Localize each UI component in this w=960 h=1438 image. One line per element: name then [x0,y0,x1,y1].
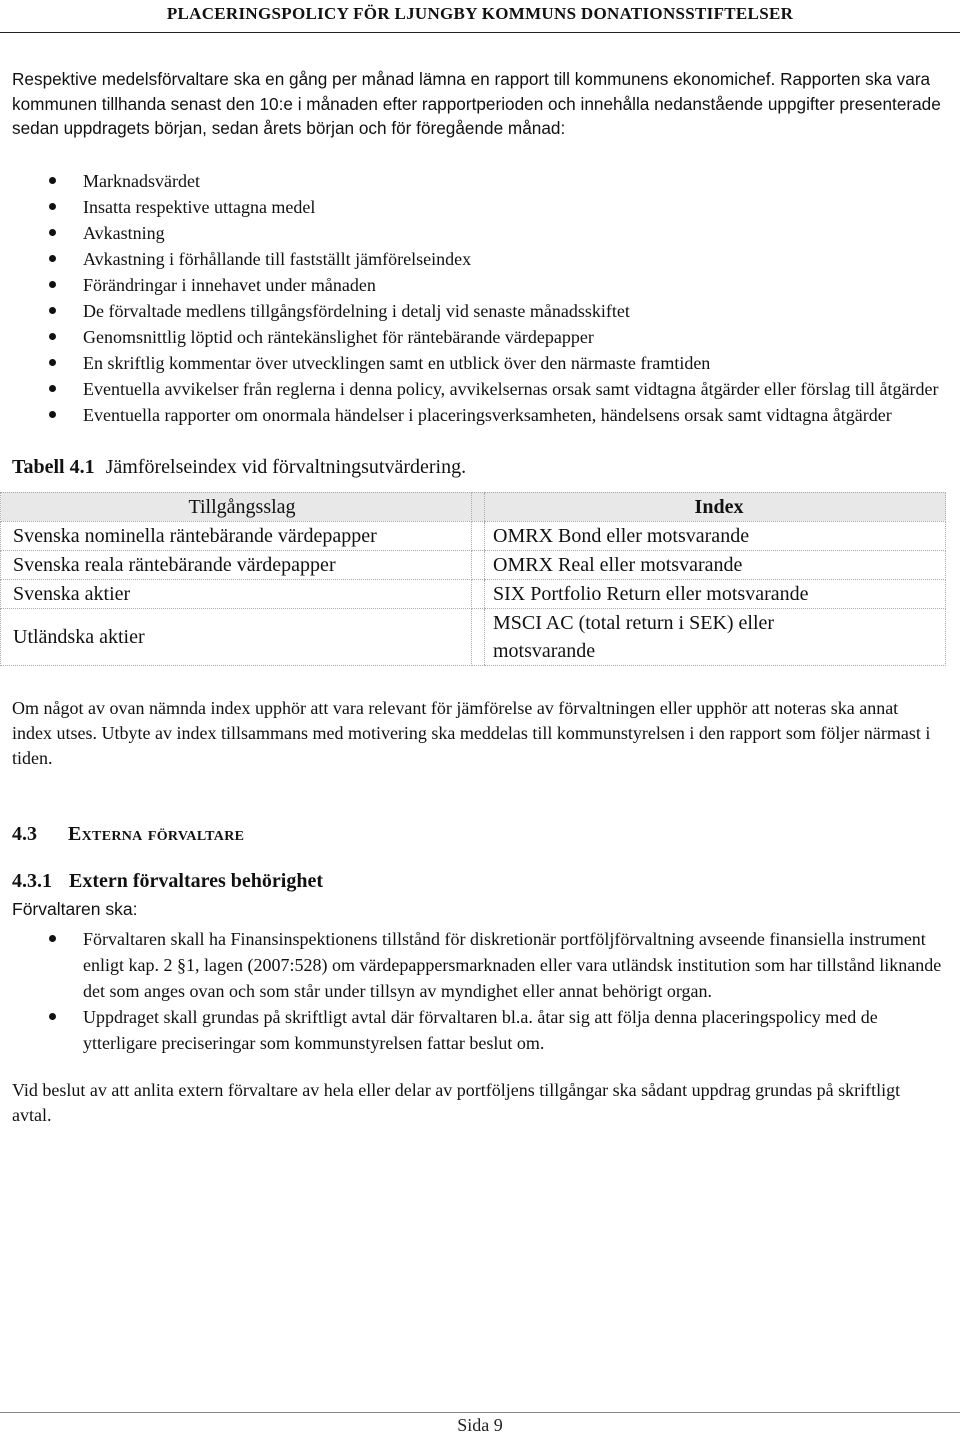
page-number: Sida 9 [457,1415,503,1435]
list-item: Förvaltaren skall ha Finansinspektionens tillstånd för diskretionär portföljförvaltning avseende finansiella instrument enligt kap. 2 §1, lagen (2007:528) om värdepappersmarknaden eller vara utländsk institution som har tillstånd liknande det som anges ovan och som står under tillsyn av myndighet eller annat behörigt organ. [12,926,942,1004]
document-body [12,67,942,1128]
column-header-index: Index [485,492,946,521]
table-row [1,608,946,665]
bullet-icon [49,255,56,262]
section-heading-4-3-1: 4.3.1 Extern förvaltares behörighet [12,869,324,892]
column-header-asset-class: Tillgångsslag [1,492,472,521]
table-cell: SIX Portfolio Return eller motsvarande [485,579,946,608]
page-footer [0,1415,960,1436]
list-item: Marknadsvärdet [12,168,942,194]
bullet-icon [49,281,56,288]
bullet-icon [49,411,56,418]
bullet-icon [49,177,56,184]
manager-requirements-list [12,926,942,1056]
table-cell: Svenska aktier [1,579,472,608]
bullet-icon [49,385,56,392]
list-item: Eventuella rapporter om onormala händelser i placeringsverksamheten, händelsens orsak samt vidtagna åtgärder [12,402,942,428]
manager-intro: Förvaltaren ska: [12,898,138,919]
list-item: Insatta respektive uttagna medel [12,194,942,220]
bullet-icon [49,1013,56,1020]
header-title: PLACERINGSPOLICY FÖR LJUNGBY KOMMUNS DONATIONSSTIFTELSER [166,4,794,23]
section-heading-4-3: 4.3 Externa förvaltare [12,822,245,845]
table-cell: OMRX Real eller motsvarande [485,550,946,579]
table-row [1,579,946,608]
report-items-list [12,168,942,428]
bullet-icon [49,307,56,314]
table-cell: Svenska nominella räntebärande värdepapper [1,521,472,550]
bullet-icon [49,203,56,210]
list-item: Genomsnittlig löptid och räntekänslighet för räntebärande värdepapper [12,324,942,350]
list-item: En skriftlig kommentar över utvecklingen samt en utblick över den närmaste framtiden [12,350,942,376]
list-item: Avkastning i förhållande till fastställt jämförelseindex [12,246,942,272]
table-header-row [1,492,946,521]
bullet-icon [49,333,56,340]
list-item: Eventuella avvikelser från reglerna i denna policy, avvikelsernas orsak samt vidtagna åtgärder eller förslag till åtgärder [12,376,942,402]
table-cell: Svenska reala räntebärande värdepapper [1,550,472,579]
list-item: Avkastning [12,220,942,246]
footer-divider [0,1412,960,1413]
intro-paragraph: Respektive medelsförvaltare ska en gång per månad lämna en rapport till kommunens ekonomichef. Rapporten ska vara kommunen tillhanda senast den 10:e i månaden efter rapportperioden och innehålla nedanstående uppgifter presenterade sedan uppdragets början, sedan årets början och för föregående månad: [12,69,941,139]
list-item: Förändringar i innehavet under månaden [12,272,942,298]
table-row [1,521,946,550]
table-row [1,550,946,579]
table-caption-text: Jämförelseindex vid förvaltningsutvärdering. [105,455,467,478]
table-cell: Utländska aktier [1,608,472,665]
page-header [0,0,960,33]
table-caption-label: Tabell 4.1 [12,455,95,478]
index-note-paragraph: Om något av ovan nämnda index upphör att vara relevant för jämförelse av förvaltningen eller upphör att noteras ska annat index utses. Utbyte av index tillsammans med motivering ska meddelas till kommunstyrelsen i den rapport som följer närmast i tiden. [12,697,931,768]
list-item: Uppdraget skall grundas på skriftligt avtal där förvaltaren bl.a. åtar sig att följa denna placeringspolicy med de ytterligare preciseringar som kommunstyrelsen fattar beslut om. [12,1004,942,1056]
table-cell: MSCI AC (total return i SEK) eller motsvarande [485,608,946,665]
closing-paragraph: Vid beslut av att anlita extern förvaltare av hela eller delar av portföljens tillgångar ska sådant uppdrag grundas på skriftligt avtal. [12,1079,901,1125]
bullet-icon [49,935,56,942]
index-table [0,492,946,666]
bullet-icon [49,359,56,366]
list-item: De förvaltade medlens tillgångsfördelning i detalj vid senaste månadsskiftet [12,298,942,324]
bullet-icon [49,229,56,236]
table-cell: OMRX Bond eller motsvarande [485,521,946,550]
table-caption [12,454,942,480]
